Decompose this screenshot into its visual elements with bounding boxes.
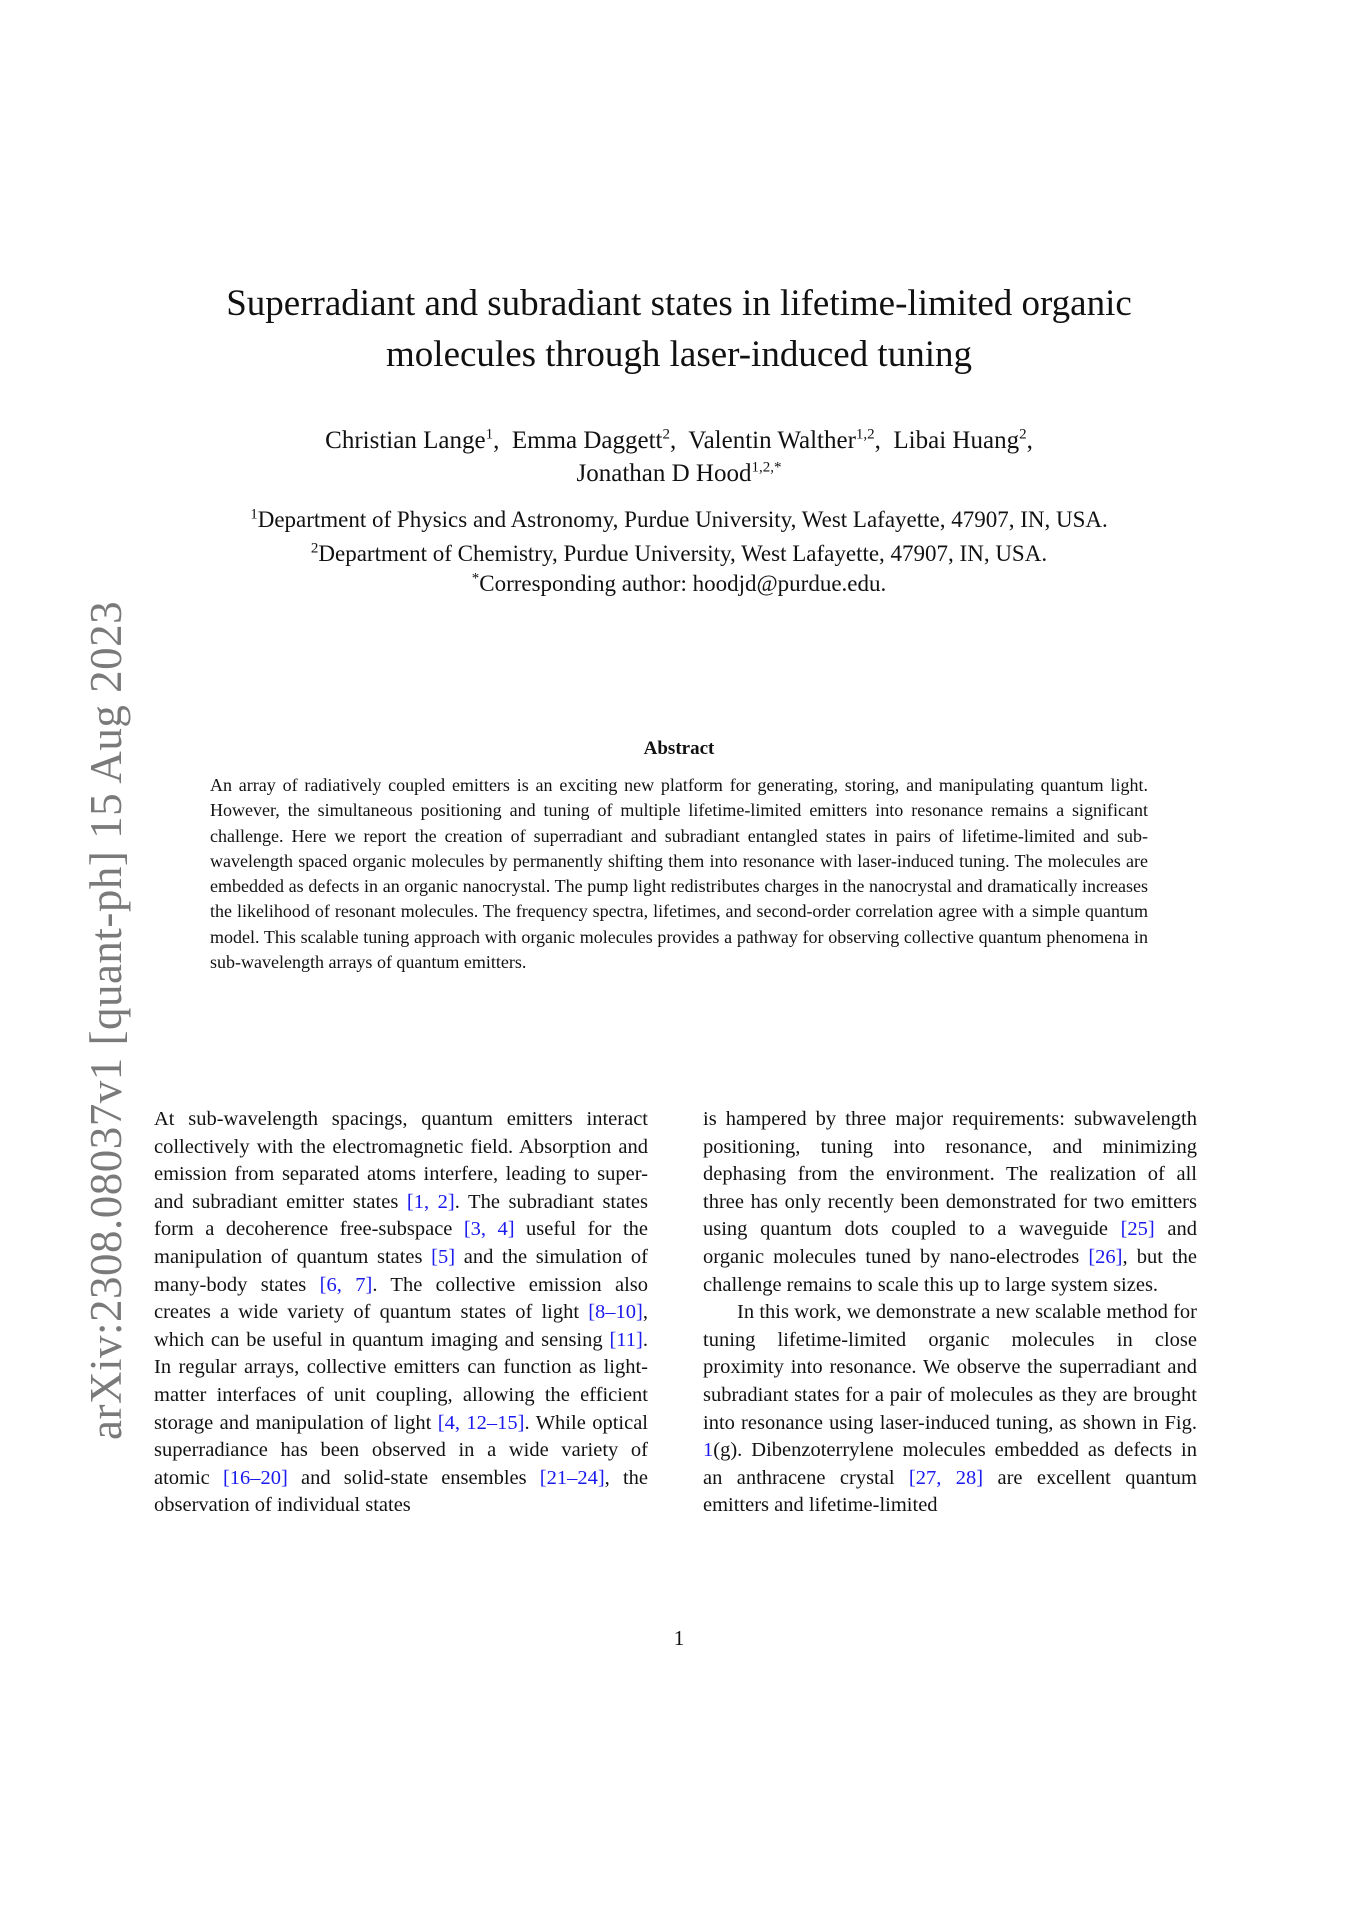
affiliations <box>150 505 1208 599</box>
author-affiliation-mark: 1,2,* <box>751 459 782 476</box>
body-text: , which can be useful in quantum imaging and sensing <box>154 1301 648 1351</box>
affiliation-mark: 2 <box>310 540 319 557</box>
page-number: 1 <box>673 1626 685 1650</box>
affiliation-text: Department of Physics and Astronomy, Purdue University, West Lafayette, 47907, IN, USA. <box>257 507 1108 532</box>
body-text: , but the challenge remains to scale this up to large system sizes. <box>703 1245 1197 1296</box>
abstract-heading: Abstract <box>643 738 715 759</box>
author-name: Libai Huang <box>893 427 1020 454</box>
author-name: Jonathan D Hood <box>576 460 752 487</box>
citation-link[interactable]: [27, 28] <box>908 1466 984 1489</box>
author <box>325 427 493 454</box>
body-text: At sub-wavelength spacings, quantum emitters interact collectively with the electromagnetic field. Absorption and emission from separated atoms interfere, leading to super- and subradiant emitter states <box>154 1108 648 1213</box>
paper-title: Superradiant and subradiant states in lifetime-limited organic molecules through laser-induced tuning <box>226 283 1132 375</box>
citation-link[interactable]: [16–20] <box>222 1466 288 1489</box>
corresponding-mark: * <box>471 570 480 587</box>
body-text: In this work, we demonstrate a new scalable method for tuning lifetime-limited organic molecules in close proximity into resonance. We observe the superradiant and subradiant states for a pair of molecules as they are brought into resonance using laser-induced tuning, as shown in Fig. <box>703 1301 1197 1434</box>
author-name: Christian Lange <box>325 427 486 454</box>
affiliation-text: Department of Chemistry, Purdue University, West Lafayette, 47907, IN, USA. <box>318 541 1048 566</box>
author-affiliation-mark: 1,2 <box>855 426 875 443</box>
abstract-text: An array of radiatively coupled emitters is an exciting new platform for generating, storing, and manipulating quantum light. However, the simultaneous positioning and tuning of multiple lifetime-limited emitters into resonance remains a significant challenge. Here we report the creation of superradiant and subradiant entangled states in pairs of lifetime-limited and sub-wavelength spaced organic molecules by permanently shifting them into resonance with laser-induced tuning. The molecules are embedded as defects in an organic nanocrystal. The pump light redistributes charges in the nanocrystal and dramatically increases the likelihood of resonant molecules. The frequency spectra, lifetimes, and second-order correlation agree with a simple quantum model. This scalable tuning approach with organic molecules provides a pathway for observing collective quantum phenomena in sub-wavelength arrays of quantum emitters. <box>210 775 1148 973</box>
affiliation-mark: 1 <box>250 506 258 523</box>
author-name: Valentin Walther <box>688 427 856 454</box>
citation-link[interactable]: [8–10] <box>588 1301 643 1324</box>
citation-link[interactable]: [25] <box>1120 1218 1155 1241</box>
author <box>577 460 782 487</box>
author-name: Emma Daggett <box>511 427 663 454</box>
citation-link[interactable]: [21–24] <box>539 1466 605 1489</box>
citation-link[interactable]: 1 <box>703 1439 714 1462</box>
body-paragraph <box>703 1106 1197 1299</box>
body-left-column <box>154 1106 648 1520</box>
body-text: is hampered by three major requirements: subwavelength positioning, tuning into resonance, and minimizing dephasing from the environment. The realization of all three has only recently been demonstrated for two emitters using quantum dots coupled to a waveguide <box>703 1108 1197 1241</box>
corresponding-author <box>150 569 1208 599</box>
citation-link[interactable]: [4, 12–15] <box>437 1411 525 1434</box>
citation-link[interactable]: [5] <box>431 1245 456 1268</box>
author-affiliation-mark: 1 <box>485 426 494 443</box>
citation-link[interactable]: [1, 2] <box>406 1190 455 1213</box>
citation-link[interactable]: [11] <box>609 1328 643 1351</box>
body-text: . In regular arrays, collective emitters can function as light-matter interfaces of unit coupling, allowing the efficient storage and manipulation of light <box>154 1328 648 1434</box>
arxiv-identifier: arXiv:2308.08037v1 [quant-ph] 15 Aug 2023 <box>81 600 131 1440</box>
author-affiliation-mark: 2 <box>1019 426 1027 443</box>
body-text: are excellent quantum emitters and lifetime-limited <box>703 1466 1197 1517</box>
body-paragraph <box>703 1299 1197 1520</box>
body-text: useful for the manipulation of quantum states <box>154 1218 648 1268</box>
author-affiliation-mark: 2 <box>662 426 670 443</box>
citation-link[interactable]: [3, 4] <box>463 1218 515 1241</box>
body-text: . The subradiant states form a decoherence free-subspace <box>154 1190 649 1241</box>
citation-link[interactable]: [26] <box>1088 1245 1123 1268</box>
author <box>512 427 670 454</box>
body-text: (g). Dibenzoterrylene molecules embedded as defects in an anthracene crystal <box>703 1439 1197 1489</box>
body-text: , the observation of individual states <box>154 1466 648 1517</box>
body-text: . The collective emission also creates a wide variety of quantum states of light <box>154 1273 649 1324</box>
body-text: and the simulation of many-body states <box>154 1245 648 1296</box>
citation-link[interactable]: [6, 7] <box>319 1273 373 1296</box>
body-text: and solid-state ensembles <box>287 1466 540 1489</box>
affiliation <box>150 505 1208 535</box>
body-text: and organic molecules tuned by nano-electrodes <box>703 1218 1197 1268</box>
body-text: . While optical superradiance has been observed in a wide variety of atomic <box>154 1411 649 1489</box>
author <box>893 427 1026 454</box>
affiliation <box>150 539 1208 569</box>
body-paragraph <box>154 1106 648 1520</box>
author-list: Christian Lange$^1$, Emma Daggett$^2$, Valentin Walther$^{1,2}$, Libai Huang$^2$, Jonathan D Hood$^{1,2,*}$ <box>325 426 1033 487</box>
author <box>688 427 874 454</box>
body-right-column <box>703 1106 1197 1520</box>
corresponding-text: Corresponding author: hoodjd@purdue.edu. <box>479 571 887 596</box>
